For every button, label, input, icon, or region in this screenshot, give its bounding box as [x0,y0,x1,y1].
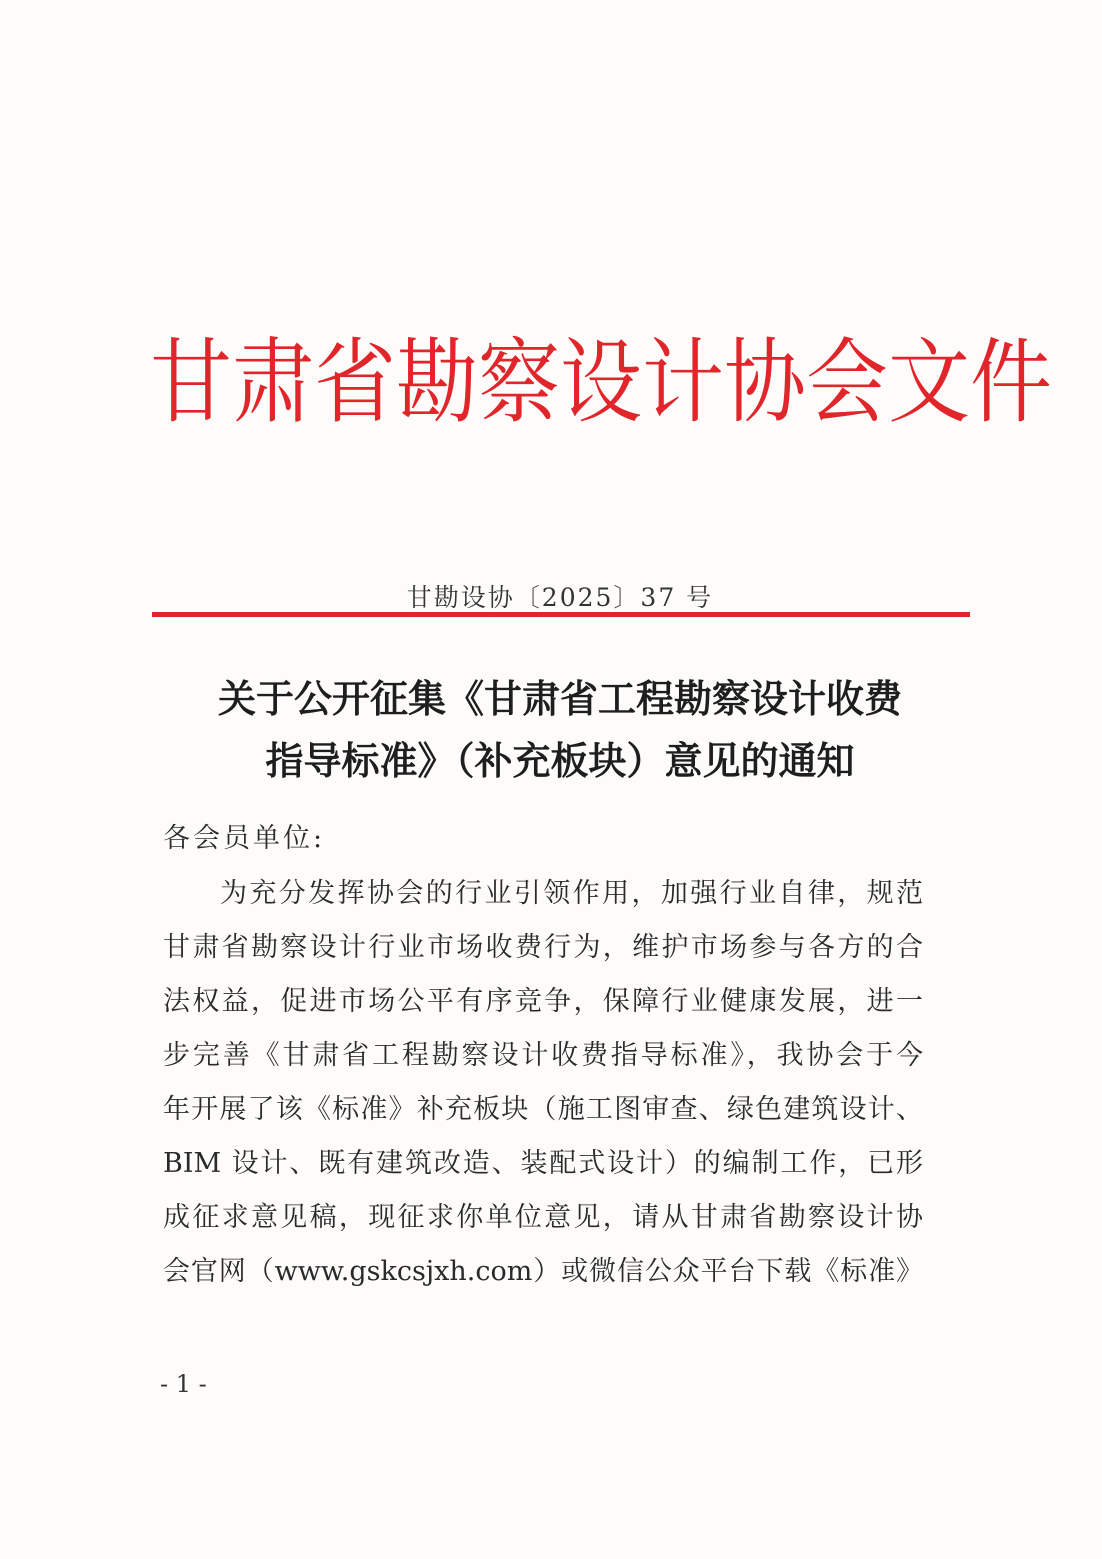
masthead-title: 甘肃省勘察设计协会文件 [150,330,1053,437]
red-divider-line [152,612,970,617]
body-line: 法权益，促进市场公平有序竞争，保障行业健康发展，进一 [163,986,923,1017]
notice-title [150,668,970,792]
body-paragraph [163,867,923,1299]
body-line: 甘肃省勘察设计行业市场收费行为，维护市场参与各方的合 [163,932,923,963]
document-number: 甘勘设协〔2025〕37 号 [406,583,714,612]
body-line: 步完善《甘肃省工程勘察设计收费指导标准》，我协会于今 [163,1040,923,1071]
body-line: 为充分发挥协会的行业引领作用，加强行业自律，规范 [220,878,923,909]
body-line: BIM 设计、既有建筑改造、装配式设计）的编制工作，已形 [163,1148,923,1179]
notice-title-line-1: 关于公开征集《甘肃省工程勘察设计收费 [217,677,902,721]
notice-title-line-2: 指导标准》（补充板块）意见的通知 [265,739,855,783]
body-line: 成征求意见稿，现征求你单位意见，请从甘肃省勘察设计协 [163,1202,923,1233]
salutation: 各会员单位: [163,823,326,854]
body-line: 会官网（www.gskcsjxh.com）或微信公众平台下载《标准》 [163,1256,923,1287]
page-number: - 1 - [160,1370,207,1398]
body-line: 年开展了该《标准》补充板块（施工图审查、绿色建筑设计、 [163,1094,923,1125]
